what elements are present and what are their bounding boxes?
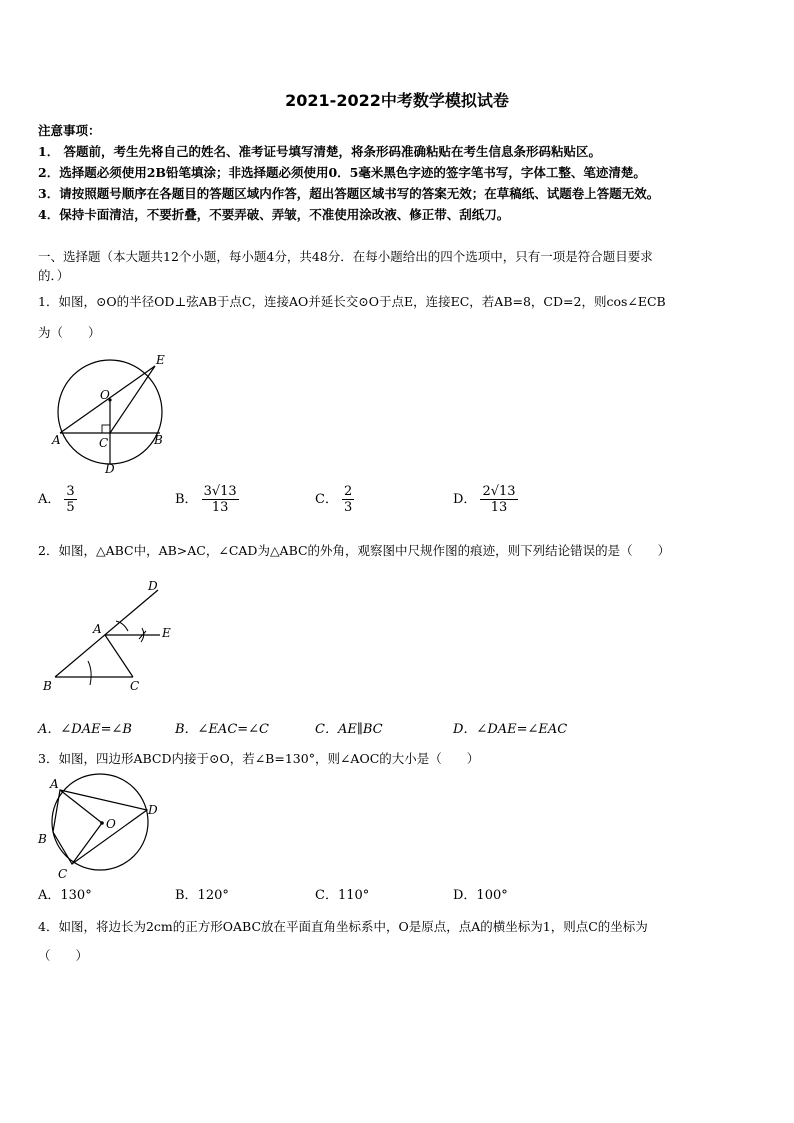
q1-option-c-letter: C．	[315, 492, 338, 507]
q1-option-b-letter: B．	[175, 492, 198, 507]
q3-option-b[interactable]: B．120°	[175, 888, 229, 903]
q1-option-d[interactable]	[453, 484, 518, 515]
q1-option-b-num: 3√13	[203, 484, 237, 499]
q2-option-b[interactable]: B．∠EAC=∠C	[175, 722, 270, 737]
notice-heading: 注意事项：	[38, 123, 101, 138]
q2-option-c[interactable]: C．AE∥BC	[315, 722, 383, 737]
section-heading-line2: 的．）	[38, 268, 70, 283]
q2-label-a: A	[93, 622, 102, 636]
notice-item-3: 3．请按照题号顺序在各题目的答题区域内作答，超出答题区域书写的答案无效；在草稿纸、试题卷上答题无效。	[38, 186, 660, 201]
q2-option-a[interactable]: A．∠DAE=∠B	[38, 722, 132, 737]
q3-figure	[36, 772, 166, 882]
q1-option-d-den: 13	[490, 500, 508, 515]
q4-stem-line1: 4．如图，将边长为2cm的正方形OABC放在平面直角坐标系中，O是原点，点A的横坐标为1，则点C的坐标为	[38, 919, 648, 934]
q1-option-c-den: 3	[343, 500, 353, 515]
q2-option-d[interactable]: D．∠DAE=∠EAC	[453, 722, 568, 737]
q2-label-c: C	[130, 679, 140, 693]
q3-label-d: D	[148, 803, 158, 817]
page-title: 2021-2022中考数学模拟试卷	[285, 91, 509, 110]
q1-option-b[interactable]	[175, 484, 239, 515]
q1-option-c[interactable]	[315, 484, 354, 515]
q2-label-d: D	[148, 579, 158, 593]
q1-option-a-letter: A．	[38, 492, 61, 507]
q1-option-d-letter: D．	[453, 492, 477, 507]
q1-option-a[interactable]	[38, 484, 77, 515]
q2-label-b: B	[43, 679, 52, 693]
q1-option-c-fraction	[342, 484, 354, 515]
q3-stem: 3．如图，四边形ABCD内接于⊙O，若∠B=130°，则∠AOC的大小是（ ）	[38, 751, 480, 766]
q4-stem-line2: （ ）	[38, 948, 89, 963]
q1-option-d-num: 2√13	[482, 484, 516, 499]
q3-label-b: B	[38, 832, 47, 846]
q2-figure	[38, 575, 188, 695]
notice-item-2: 2．选择题必须使用2B铅笔填涂；非选择题必须使用0．5毫米黑色字迹的签字笔书写，字体工整、笔迹清楚。	[38, 165, 646, 180]
q3-label-o: O	[106, 817, 116, 831]
q1-label-e: E	[156, 353, 165, 367]
q3-label-c: C	[58, 867, 68, 881]
q1-stem-line2: 为（ ）	[38, 325, 101, 340]
q1-option-d-fraction	[480, 484, 517, 515]
q1-label-c: C	[99, 436, 109, 450]
notice-item-1: 1． 答题前，考生先将自己的姓名、准考证号填写清楚，将条形码准确粘贴在考生信息条形码粘贴区。	[38, 144, 602, 159]
q1-option-b-den: 13	[211, 500, 229, 515]
q1-option-a-den: 5	[66, 500, 75, 515]
q3-option-c[interactable]: C．110°	[315, 888, 370, 903]
q1-label-a: A	[52, 433, 61, 447]
q1-option-c-num: 2	[343, 484, 353, 499]
q1-option-a-fraction	[64, 484, 76, 515]
q1-label-d: D	[105, 462, 115, 475]
q3-label-a: A	[50, 777, 59, 791]
q3-option-a[interactable]: A．130°	[38, 888, 92, 903]
q1-option-b-fraction	[202, 484, 239, 515]
q1-option-a-num: 3	[66, 484, 75, 499]
q1-label-o: O	[100, 388, 110, 402]
notice-item-4: 4．保持卡面清洁，不要折叠，不要弄破、弄皱，不准使用涂改液、修正带、刮纸刀。	[38, 207, 510, 222]
q1-stem-line1: 1．如图，⊙O的半径OD⊥弦AB于点C，连接AO并延长交⊙O于点E，连接EC，若AB=8，CD=2，则cos∠ECB	[38, 294, 666, 309]
q2-stem: 2．如图，△ABC中，AB>AC，∠CAD为△ABC的外角，观察图中尺规作图的痕迹，则下列结论错误的是（ ）	[38, 543, 671, 558]
q2-label-e: E	[162, 626, 171, 640]
q1-figure	[50, 350, 170, 475]
q1-label-b: B	[154, 433, 163, 447]
section-heading-line1: 一、选择题（本大题共12个小题，每小题4分，共48分．在每小题给出的四个选项中，只有一项是符合题目要求	[38, 249, 653, 264]
q3-option-d[interactable]: D．100°	[453, 888, 508, 903]
